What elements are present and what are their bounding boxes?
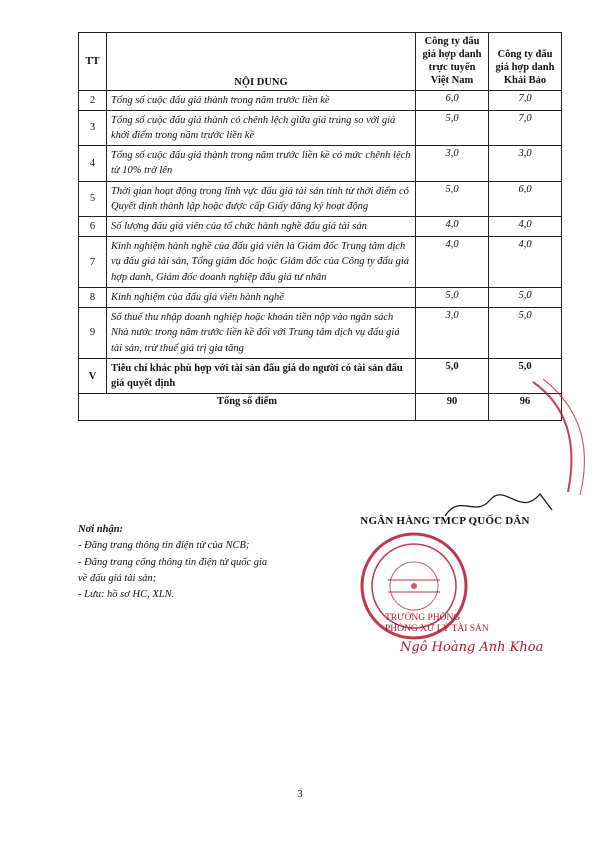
row-content: Kinh nghiệm của đấu giá viên hành nghề	[107, 287, 416, 307]
row-content: Kinh nghiệm hành nghề của đấu giá viên là Giám đốc Trung tâm dịch vụ đấu giá tài sản, Tổng giám đốc hoặc Giám đốc của Công ty đấu giá hợp danh, Giám đốc doanh nghiệp đấu giá tư nhân	[107, 237, 416, 288]
total-label: Tổng số điểm	[79, 394, 416, 421]
row-score-2: 3,0	[489, 146, 562, 181]
row-content: Số thuế thu nhập doanh nghiệp hoặc khoản tiền nộp vào ngân sách Nhà nước trong năm trước liền kề đối với Trung tâm dịch vụ đấu giá tài sản, trừ thuế giá trị gia tăng	[107, 308, 416, 359]
row-score-2: 4,0	[489, 237, 562, 288]
signature-block	[330, 515, 560, 527]
bank-name: NGÂN HÀNG TMCP QUỐC DÂN	[360, 515, 530, 527]
row-content: Tổng số cuộc đấu giá thành có chênh lệch giữa giá trúng so với giá khởi điểm trong năm trước liền kề	[107, 110, 416, 145]
row-score-1: 3,0	[416, 308, 489, 359]
row-score-2: 5,0	[489, 358, 562, 393]
row-number: 3	[79, 110, 107, 145]
table-row	[79, 287, 562, 307]
signer-title-1: TRƯỞNG PHÒNG	[385, 613, 461, 623]
row-score-2: 4,0	[489, 217, 562, 237]
row-number: 2	[79, 90, 107, 110]
row-number: 7	[79, 237, 107, 288]
row-number: 4	[79, 146, 107, 181]
table-row	[79, 146, 562, 181]
total-row	[79, 394, 562, 421]
table-row	[79, 90, 562, 110]
score-table	[78, 32, 562, 421]
header-tt: TT	[79, 33, 107, 91]
header-score-vietnam: Công ty đấu giá hợp danh trực tuyến Việt Nam	[416, 33, 489, 91]
table-header-row	[79, 33, 562, 91]
recipients-heading: Nơi nhận:	[78, 524, 124, 535]
row-score-1: 4,0	[416, 217, 489, 237]
row-score-2: 5,0	[489, 308, 562, 359]
row-content: Số lượng đấu giá viên của tổ chức hành nghề đấu giá tài sản	[107, 217, 416, 237]
table-row	[79, 181, 562, 216]
row-score-1: 3,0	[416, 146, 489, 181]
row-score-1: 5,0	[416, 358, 489, 393]
table-row	[79, 217, 562, 237]
row-score-1: 5,0	[416, 110, 489, 145]
table-row	[79, 358, 562, 393]
row-score-1: 5,0	[416, 287, 489, 307]
row-number: 8	[79, 287, 107, 307]
recipients-block	[78, 522, 278, 603]
row-number: 5	[79, 181, 107, 216]
page-number: 3	[297, 788, 303, 800]
table-row	[79, 308, 562, 359]
row-score-2: 7,0	[489, 110, 562, 145]
signer-titles	[385, 613, 555, 636]
row-number: 9	[79, 308, 107, 359]
signer-title-2: PHÒNG XỬ LÝ TÀI SẢN	[385, 624, 489, 635]
header-score-khai-bao: Công ty đấu giá hợp danh Khải Bảo	[489, 33, 562, 91]
signer-name: Ngô Hoàng Anh Khoa	[400, 640, 544, 655]
table-row	[79, 237, 562, 288]
row-score-2: 7,0	[489, 90, 562, 110]
recipient-item: - Đăng trang thông tin điện tử của NCB;	[78, 540, 250, 552]
header-content: NỘI DUNG	[107, 33, 416, 91]
row-score-2: 6,0	[489, 181, 562, 216]
recipient-item: - Lưu: hồ sơ HC, XLN.	[78, 589, 175, 601]
row-content: Tiêu chí khác phù hợp với tài sản đấu giá do người có tài sản đấu giá quyết định	[107, 358, 416, 393]
row-score-1: 5,0	[416, 181, 489, 216]
total-score-2: 96	[489, 394, 562, 421]
row-score-1: 6,0	[416, 90, 489, 110]
row-content: Tổng số cuộc đấu giá thành trong năm trước liền kề có mức chênh lệch từ 10% trở lên	[107, 146, 416, 181]
row-score-2: 5,0	[489, 287, 562, 307]
row-content: Tổng số cuộc đấu giá thành trong năm trước liền kề	[107, 90, 416, 110]
row-number: V	[79, 358, 107, 393]
row-score-1: 4,0	[416, 237, 489, 288]
total-score-1: 90	[416, 394, 489, 421]
recipient-item: - Đăng trang cổng thông tin điện tử quốc gia về đấu giá tài sản;	[78, 556, 268, 584]
row-content: Thời gian hoạt động trong lĩnh vực đấu giá tài sản tính từ thời điểm có Quyết định thành lập hoặc được cấp Giấy đăng ký hoạt động	[107, 181, 416, 216]
table-row	[79, 110, 562, 145]
side-stamp-fragment	[528, 377, 588, 497]
row-number: 6	[79, 217, 107, 237]
